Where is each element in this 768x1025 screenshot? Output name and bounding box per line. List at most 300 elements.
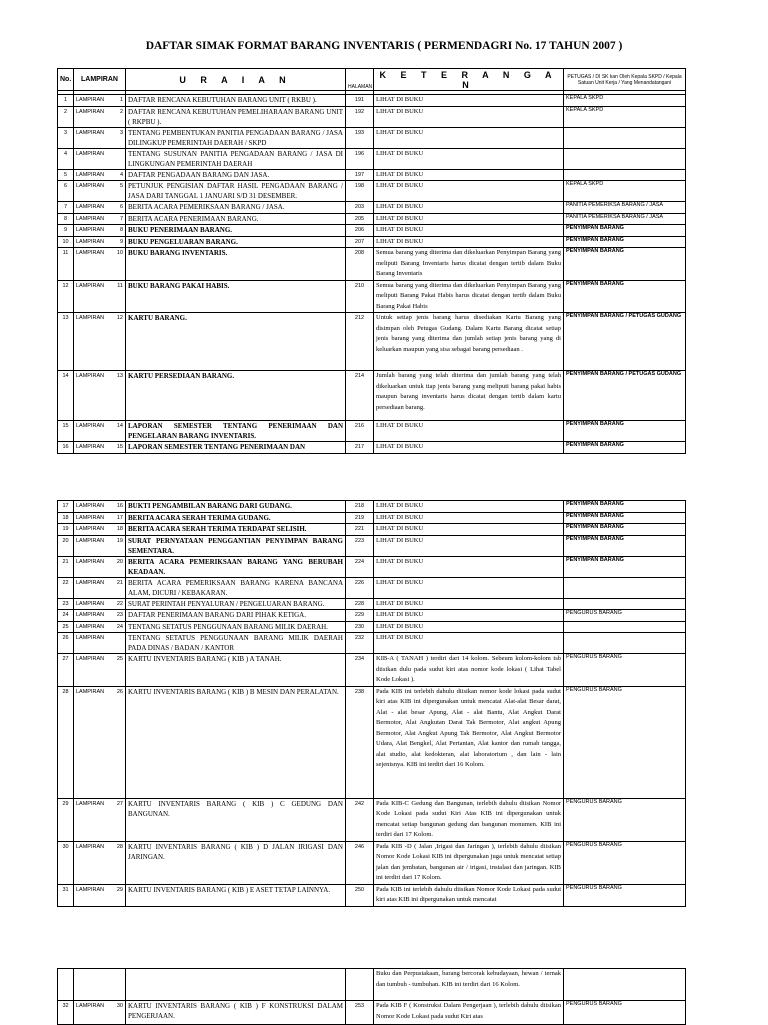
lampiran-cell bbox=[74, 598, 126, 610]
row-number: 19 bbox=[58, 524, 74, 536]
lampiran-number: 30 bbox=[116, 1003, 123, 1009]
lampiran-cell bbox=[74, 106, 126, 127]
halaman-cell: 238 bbox=[346, 686, 374, 798]
table-row bbox=[58, 884, 686, 906]
lampiran-label: LAMPIRAN bbox=[76, 514, 105, 521]
row-number: 2 bbox=[58, 106, 74, 127]
keterangan-cell: LIHAT DI BUKU bbox=[374, 598, 564, 610]
row-number: 26 bbox=[58, 633, 74, 654]
petugas-cell: PENYIMPAN BARANG bbox=[564, 421, 686, 442]
row-number: 23 bbox=[58, 598, 74, 610]
halaman-cell: 224 bbox=[346, 556, 374, 577]
lampiran-number: 4 bbox=[119, 171, 123, 178]
table-row bbox=[58, 421, 686, 442]
halaman-cell: 246 bbox=[346, 841, 374, 884]
uraian-cell: PETUNJUK PENGISIAN DAFTAR HASIL PENGADAAN BARANG / JASA DARI TANGGAL 1 JANUARI S/D 31 DESEMBER. bbox=[126, 181, 346, 202]
lampiran-number: 1 bbox=[119, 97, 123, 103]
keterangan-cell: LIHAT DI BUKU bbox=[374, 202, 564, 214]
keterangan-cell: LIHAT DI BUKU bbox=[374, 181, 564, 202]
lampiran-label: LAMPIRAN bbox=[76, 250, 105, 256]
inventory-table-part-1 bbox=[57, 68, 686, 454]
lampiran-number: 12 bbox=[116, 315, 123, 321]
petugas-cell: PENYIMPAN BARANG / PETUGAS GUDANG bbox=[564, 313, 686, 371]
lampiran-number: 8 bbox=[119, 227, 123, 233]
lampiran-label: LAMPIRAN bbox=[76, 171, 105, 178]
keterangan-cell: LIHAT DI BUKU bbox=[374, 501, 564, 513]
lampiran-number: 10 bbox=[116, 250, 123, 256]
lampiran-label: LAMPIRAN bbox=[76, 688, 105, 695]
petugas-cell: PENYIMPAN BARANG bbox=[564, 225, 686, 237]
lampiran-number: 6 bbox=[119, 204, 123, 210]
row-number: 25 bbox=[58, 621, 74, 633]
table-row bbox=[58, 181, 686, 202]
lampiran-number: 25 bbox=[116, 656, 123, 662]
table-row bbox=[58, 610, 686, 622]
table-row bbox=[58, 225, 686, 237]
keterangan-cell: LIHAT DI BUKU bbox=[374, 148, 564, 169]
petugas-cell: PANITIA PEMERIKSA BARANG / JASA bbox=[564, 202, 686, 214]
lampiran-number: 24 bbox=[116, 623, 123, 630]
lampiran-label: LAMPIRAN bbox=[76, 238, 105, 245]
lampiran-label: LAMPIRAN bbox=[76, 315, 105, 321]
petugas-cell bbox=[564, 577, 686, 598]
halaman-cell: 228 bbox=[346, 598, 374, 610]
lampiran-cell bbox=[74, 236, 126, 248]
lampiran-cell bbox=[74, 148, 126, 169]
halaman-cell: 234 bbox=[346, 654, 374, 687]
keterangan-cell: Pada KIB-C Gedung dan Bangunan, terlebih dahulu diisikan Nomor Kode Lokasi pada sudut Kiri Atas KIB ini dipergunakan untuk mencatat setiap bangunan gedung dan bangunan monumen. KIB ini terdiri dari 17 Kolom. bbox=[374, 798, 564, 841]
lampiran-label: LAMPIRAN bbox=[76, 635, 105, 641]
lampiran-label: LAMPIRAN bbox=[76, 373, 105, 379]
row-number: 3 bbox=[58, 127, 74, 148]
uraian-cell: TENTANG SUSUNAN PANITIA PENGADAAN BARANG / JASA DI LINGKUNGAN PEMERINTAH DAERAH bbox=[126, 148, 346, 169]
uraian-cell: KARTU INVENTARIS BARANG ( KIB ) A TANAH. bbox=[126, 654, 346, 687]
lampiran-cell bbox=[74, 686, 126, 798]
keterangan-cell: LIHAT DI BUKU bbox=[374, 512, 564, 524]
uraian-cell: SURAT PERINTAH PENYALURAN / PENGELUARAN BARANG. bbox=[126, 598, 346, 610]
table-row bbox=[58, 248, 686, 281]
lampiran-number: 15 bbox=[116, 444, 123, 450]
table-row bbox=[58, 798, 686, 841]
table-row bbox=[58, 577, 686, 598]
halaman-cell: 226 bbox=[346, 577, 374, 598]
petugas-cell bbox=[564, 127, 686, 148]
lampiran-number: 13 bbox=[116, 373, 123, 379]
table-row bbox=[58, 95, 686, 107]
table-row bbox=[58, 213, 686, 225]
uraian-cell: KARTU INVENTARIS BARANG ( KIB ) B MESIN DAN PERALATAN. bbox=[126, 686, 346, 798]
keterangan-cell: Pada KIB ini terlebih dahulu diisikan Nomor Kode Lokasi pada sudut kiri atas KIB ini dipergunakan untuk mencatat bbox=[374, 884, 564, 906]
lampiran-label: LAMPIRAN bbox=[76, 600, 105, 607]
lampiran-number: 5 bbox=[119, 183, 123, 189]
lampiran-cell bbox=[74, 556, 126, 577]
table-row bbox=[58, 148, 686, 169]
uraian-cell: LAPORAN SEMESTER TENTANG PENERIMAAN DAN PENGELARAN BARANG INVENTARIS. bbox=[126, 421, 346, 442]
petugas-cell: PENYIMPAN BARANG bbox=[564, 442, 686, 454]
table-row-continuation bbox=[58, 969, 686, 1001]
uraian-cell: KARTU INVENTARIS BARANG ( KIB ) D JALAN IRIGASI DAN JARINGAN. bbox=[126, 841, 346, 884]
lampiran-cell bbox=[74, 169, 126, 181]
row-number: 7 bbox=[58, 202, 74, 214]
uraian-cell: TENTANG SETATUS PENGGUNAAN BARANG MILIK DAERAH. bbox=[126, 621, 346, 633]
uraian-cell: BERITA ACARA PEMERIKSAAN BARANG / JASA. bbox=[126, 202, 346, 214]
row-number: 31 bbox=[58, 884, 74, 906]
table-row bbox=[58, 556, 686, 577]
lampiran-number: 21 bbox=[116, 579, 123, 586]
lampiran-cell bbox=[74, 535, 126, 556]
keterangan-cell: LIHAT DI BUKU bbox=[374, 127, 564, 148]
document-title: DAFTAR SIMAK FORMAT BARANG INVENTARIS ( PERMENDAGRI No. 17 TAHUN 2007 ) bbox=[145, 40, 623, 52]
table-row bbox=[58, 106, 686, 127]
table-row bbox=[58, 598, 686, 610]
halaman-cell: 219 bbox=[346, 512, 374, 524]
lampiran-cell bbox=[74, 841, 126, 884]
uraian-cell: KARTU BARANG. bbox=[126, 313, 346, 371]
table-row bbox=[58, 512, 686, 524]
uraian-cell: BUKU BARANG PAKAI HABIS. bbox=[126, 280, 346, 313]
petugas-cell: PENYIMPAN BARANG bbox=[564, 236, 686, 248]
petugas-cell: PENGURUS BARANG bbox=[564, 1001, 686, 1025]
lampiran-cell bbox=[74, 633, 126, 654]
keterangan-cell: Pada KIB ini terlebih dahulu diisikan nomor kode lokasi pada sudut kiri atas KIB ini dipergunakan untuk mencatat Alat-alat Besar darat, Alat - alat besar Apung, Alat - alat Bantu, Alat Angkut Darat Bermotor, Alat Angkutan Darat Tak Bermotor, Alat angkut Apung Bermotor, Alat Angkut Apung Tak Bermotor, Alat Angkut Bermotor Udara, Alat Bengkel, Alat Pertanian, Alat kantor dan rumah tangga, alat studio, alat kedokteran, alat laboratorium , dan lain - lain sejenisnya. KIB ini terdiri dari 16 Kolom. bbox=[374, 686, 564, 798]
keterangan-cell: Pada KIB -D ( Jalan ,Irigasi dan Jaringan ), terlebih dahulu diisikan Nomor Kode Lokasi KIB ini dipergunakan juga untuk mencatat setiap jalan dan jembatan, bangunan air / irigasi, instalasi dan jaringan. KIB ini terdiri dari 17 Kolom. bbox=[374, 841, 564, 884]
lampiran-label: LAMPIRAN bbox=[76, 843, 105, 850]
lampiran-cell bbox=[74, 501, 126, 513]
row-number: 21 bbox=[58, 556, 74, 577]
row-number: 18 bbox=[58, 512, 74, 524]
lampiran-cell bbox=[74, 371, 126, 421]
halaman-cell: 206 bbox=[346, 225, 374, 237]
table-row bbox=[58, 202, 686, 214]
petugas-cell: PENGURUS BARANG bbox=[564, 686, 686, 798]
uraian-cell: BERITA ACARA PEMERIKSAAN BARANG KARENA BANCANA ALAM, DICURI / KEBAKARAN. bbox=[126, 577, 346, 598]
petugas-cell: PENGURUS BARANG bbox=[564, 798, 686, 841]
petugas-cell bbox=[564, 148, 686, 169]
lampiran-label: LAMPIRAN bbox=[76, 444, 105, 450]
keterangan-cell: LIHAT DI BUKU bbox=[374, 225, 564, 237]
halaman-cell: 230 bbox=[346, 621, 374, 633]
lampiran-cell bbox=[74, 884, 126, 906]
petugas-cell: PENGURUS BARANG bbox=[564, 884, 686, 906]
lampiran-number: 23 bbox=[116, 612, 123, 618]
row-number: 24 bbox=[58, 610, 74, 622]
keterangan-cell: LIHAT DI BUKU bbox=[374, 236, 564, 248]
lampiran-label: LAMPIRAN bbox=[76, 503, 105, 509]
halaman-cell: 250 bbox=[346, 884, 374, 906]
lampiran-number: 11 bbox=[117, 282, 123, 289]
keterangan-cell: LIHAT DI BUKU bbox=[374, 610, 564, 622]
lampiran-number: 3 bbox=[119, 129, 123, 136]
lampiran-cell bbox=[74, 1001, 126, 1025]
halaman-cell: 193 bbox=[346, 127, 374, 148]
row-number: 27 bbox=[58, 654, 74, 687]
lampiran-label: LAMPIRAN bbox=[76, 558, 105, 565]
lampiran-number: 19 bbox=[116, 537, 123, 544]
lampiran-label: LAMPIRAN bbox=[76, 1003, 105, 1009]
keterangan-cell: Buku dan Perpustakaan, barang bercorak kebudayaan, hewan / ternak dan tumbuh - tumbuhan. KIB ini terdiri dari 16 Kolom. bbox=[374, 969, 564, 1001]
lampiran-label: LAMPIRAN bbox=[76, 227, 105, 233]
lampiran-cell bbox=[74, 225, 126, 237]
uraian-cell: BUKU BARANG INVENTARIS. bbox=[126, 248, 346, 281]
lampiran-label: LAMPIRAN bbox=[76, 656, 105, 662]
petugas-cell: PANITIA PEMERIKSA BARANG / JASA bbox=[564, 213, 686, 225]
halaman-cell: 253 bbox=[346, 1001, 374, 1025]
lampiran-cell bbox=[74, 280, 126, 313]
halaman-cell: 203 bbox=[346, 202, 374, 214]
keterangan-cell: LIHAT DI BUKU bbox=[374, 169, 564, 181]
table-row bbox=[58, 621, 686, 633]
uraian-cell: KARTU INVENTARIS BARANG ( KIB ) E ASET TETAP LAINNYA. bbox=[126, 884, 346, 906]
lampiran-cell bbox=[74, 127, 126, 148]
lampiran-number: 22 bbox=[116, 600, 123, 607]
keterangan-cell: KIB-A ( TANAH ) terdiri dari 14 kolom. Sebeum kolom-kolom tsb diisikan dulu pada sudut kiri atas nomor kode lokasi ( Lihat Tabel Kode Lokasi ). bbox=[374, 654, 564, 687]
row-number: 10 bbox=[58, 236, 74, 248]
uraian-cell: KARTU INVENTARIS BARANG ( KIB ) C GEDUNG DAN BANGUNAN. bbox=[126, 798, 346, 841]
uraian-cell: DAFTAR RENCANA KEBUTUHAN BARANG UNIT ( RKBU ). bbox=[126, 95, 346, 107]
table-row bbox=[58, 633, 686, 654]
keterangan-cell: LIHAT DI BUKU bbox=[374, 95, 564, 107]
uraian-cell: TENTANG PEMBENTUKAN PANITIA PENGADAAN BARANG / JASA DILINGKUP PEMERINTAH DAERAH / SKPD bbox=[126, 127, 346, 148]
lampiran-number: 7 bbox=[119, 215, 123, 222]
keterangan-cell: Semua barang yang diterima dan dikeluarkan Penyimpan Barang yang meliputi Barang Inventaris harus dicatat dengan tertib dalam Buku Barang Inventaris bbox=[374, 248, 564, 281]
row-number: 11 bbox=[58, 248, 74, 281]
keterangan-cell: LIHAT DI BUKU bbox=[374, 213, 564, 225]
lampiran-label: LAMPIRAN bbox=[76, 800, 105, 807]
lampiran-number: 20 bbox=[116, 558, 123, 565]
table-row bbox=[58, 524, 686, 536]
uraian-cell: DAFTAR RENCANA KEBUTUHAN PEMELIHARAAN BARANG UNIT ( RKPBU ). bbox=[126, 106, 346, 127]
table-body-1 bbox=[58, 95, 686, 454]
halaman-cell: 216 bbox=[346, 421, 374, 442]
keterangan-cell: LIHAT DI BUKU bbox=[374, 535, 564, 556]
table-row bbox=[58, 501, 686, 513]
petugas-cell: PENGURUS BARANG bbox=[564, 654, 686, 687]
halaman-cell: 229 bbox=[346, 610, 374, 622]
lampiran-number: 27 bbox=[116, 800, 123, 807]
table-body-2 bbox=[58, 501, 686, 907]
petugas-cell: PENYIMPAN BARANG / PETUGAS GUDANG bbox=[564, 371, 686, 421]
halaman-cell: 218 bbox=[346, 501, 374, 513]
petugas-cell: PENYIMPAN BARANG bbox=[564, 280, 686, 313]
petugas-cell: PENYIMPAN BARANG bbox=[564, 248, 686, 281]
lampiran-number: 18 bbox=[116, 526, 123, 532]
halaman-cell: 223 bbox=[346, 535, 374, 556]
uraian-cell: SURAT PERNYATAAN PENGGANTIAN PENYIMPAN BARANG SEMENTARA. bbox=[126, 535, 346, 556]
petugas-cell: KEPALA SKPD bbox=[564, 95, 686, 107]
lampiran-cell bbox=[74, 654, 126, 687]
petugas-cell: PENGURUS BARANG bbox=[564, 841, 686, 884]
lampiran-label: LAMPIRAN bbox=[76, 204, 105, 210]
halaman-cell: 214 bbox=[346, 371, 374, 421]
row-number: 20 bbox=[58, 535, 74, 556]
table-row bbox=[58, 442, 686, 454]
row-number: 5 bbox=[58, 169, 74, 181]
lampiran-cell bbox=[74, 512, 126, 524]
lampiran-number: 16 bbox=[116, 503, 123, 509]
halaman-cell: 205 bbox=[346, 213, 374, 225]
lampiran-label: LAMPIRAN bbox=[76, 612, 105, 618]
keterangan-cell: LIHAT DI BUKU bbox=[374, 524, 564, 536]
lampiran-number: 2 bbox=[119, 108, 123, 115]
inventory-table-part-2 bbox=[57, 500, 686, 907]
petugas-cell: PENYIMPAN BARANG bbox=[564, 524, 686, 536]
table-row bbox=[58, 169, 686, 181]
inventory-table-part-3 bbox=[57, 968, 686, 1025]
uraian-cell: DAFTAR PENERIMAAN BARANG DARI PIHAK KETIGA. bbox=[126, 610, 346, 622]
lampiran-cell bbox=[74, 798, 126, 841]
petugas-cell: PENYIMPAN BARANG bbox=[564, 501, 686, 513]
table-row bbox=[58, 280, 686, 313]
halaman-cell: 196 bbox=[346, 148, 374, 169]
halaman-cell: 232 bbox=[346, 633, 374, 654]
halaman-cell: 221 bbox=[346, 524, 374, 536]
table-row bbox=[58, 371, 686, 421]
row-number: 6 bbox=[58, 181, 74, 202]
row-number: 28 bbox=[58, 686, 74, 798]
lampiran-cell bbox=[74, 248, 126, 281]
lampiran-label: LAMPIRAN bbox=[76, 537, 105, 544]
row-number: 9 bbox=[58, 225, 74, 237]
header-lampiran: LAMPIRAN bbox=[74, 69, 126, 91]
uraian-cell: BERITA ACARA PEMERIKSAAN BARANG YANG BERUBAH KEADAAN. bbox=[126, 556, 346, 577]
uraian-cell: KARTU PERSEDIAAN BARANG. bbox=[126, 371, 346, 421]
petugas-cell bbox=[564, 169, 686, 181]
lampiran-label: LAMPIRAN bbox=[76, 183, 105, 189]
row-number: 12 bbox=[58, 280, 74, 313]
keterangan-cell: LIHAT DI BUKU bbox=[374, 421, 564, 442]
header-no: No. bbox=[58, 69, 74, 91]
lampiran-cell bbox=[74, 524, 126, 536]
lampiran-number: 14 bbox=[116, 423, 123, 429]
petugas-cell: KEPALA SKPD bbox=[564, 181, 686, 202]
uraian-cell: BERITA ACARA SERAH TERIMA GUDANG. bbox=[126, 512, 346, 524]
keterangan-cell: Untuk setiap jenis barang harus disediakan Kartu Barang yang disimpan oleh Petugas Gudang. Dalam Kartu Barang dicatat setiap jenis barang yang diterima dan jumlah setiap jenis barang yang di keluarkan maupun yang sisa sebagai barang persediaan . bbox=[374, 313, 564, 371]
row-number: 1 bbox=[58, 95, 74, 107]
lampiran-label: LAMPIRAN bbox=[76, 97, 105, 103]
keterangan-cell: Pada KIB F ( Konstruksi Dalam Pengerjaan ), terlebih dahulu diisikan Nomor Kode Lokasi pada sudut Kiri atas bbox=[374, 1001, 564, 1025]
header-halaman: HALAMAN bbox=[346, 69, 374, 91]
table-row bbox=[58, 1001, 686, 1025]
lampiran-label: LAMPIRAN bbox=[76, 150, 105, 157]
table-row bbox=[58, 535, 686, 556]
keterangan-cell: LIHAT DI BUKU bbox=[374, 106, 564, 127]
table-body-3 bbox=[58, 969, 686, 1025]
lampiran-cell bbox=[74, 621, 126, 633]
halaman-cell: 208 bbox=[346, 248, 374, 281]
table-row bbox=[58, 654, 686, 687]
lampiran-label: LAMPIRAN bbox=[76, 129, 105, 136]
row-number: 32 bbox=[58, 1001, 74, 1025]
lampiran-number: 17 bbox=[116, 514, 123, 521]
keterangan-cell: LIHAT DI BUKU bbox=[374, 633, 564, 654]
uraian-cell: BUKTI PENGAMBILAN BARANG DARI GUDANG. bbox=[126, 501, 346, 513]
petugas-cell: PENYIMPAN BARANG bbox=[564, 535, 686, 556]
lampiran-cell bbox=[74, 442, 126, 454]
lampiran-cell bbox=[74, 95, 126, 107]
lampiran-cell bbox=[74, 421, 126, 442]
petugas-cell bbox=[564, 633, 686, 654]
uraian-cell: TENTANG SETATUS PENGGUNAAN BARANG MILIK DAERAH PADA DINAS / BADAN / KANTOR bbox=[126, 633, 346, 654]
lampiran-label: LAMPIRAN bbox=[76, 886, 105, 893]
lampiran-cell bbox=[74, 213, 126, 225]
petugas-cell: KEPALA SKPD bbox=[564, 106, 686, 127]
uraian-cell: LAPORAN SEMESTER TENTANG PENERIMAAN DAN bbox=[126, 442, 346, 454]
lampiran-number: 9 bbox=[119, 238, 123, 245]
lampiran-label: LAMPIRAN bbox=[76, 526, 105, 532]
keterangan-cell: LIHAT DI BUKU bbox=[374, 442, 564, 454]
halaman-cell: 217 bbox=[346, 442, 374, 454]
lampiran-label: LAMPIRAN bbox=[76, 282, 105, 289]
halaman-cell: 210 bbox=[346, 280, 374, 313]
row-number: 13 bbox=[58, 313, 74, 371]
halaman-cell: 197 bbox=[346, 169, 374, 181]
keterangan-cell: LIHAT DI BUKU bbox=[374, 621, 564, 633]
halaman-cell: 191 bbox=[346, 95, 374, 107]
halaman-cell: 212 bbox=[346, 313, 374, 371]
row-number: 29 bbox=[58, 798, 74, 841]
petugas-cell: PENGURUS BARANG bbox=[564, 610, 686, 622]
lampiran-cell bbox=[74, 610, 126, 622]
lampiran-label: LAMPIRAN bbox=[76, 623, 105, 630]
table-row bbox=[58, 127, 686, 148]
row-number: 16 bbox=[58, 442, 74, 454]
halaman-cell: 207 bbox=[346, 236, 374, 248]
table-row bbox=[58, 686, 686, 798]
keterangan-cell: Jumlah barang yang telah diterima dan jumlah barang yang telah dikeluarkan untuk tiap jenis barang yang meliputi barang pakai habis maupun barang inventaris harus dicatat dengan tertib dalam kartu persediaan barang. bbox=[374, 371, 564, 421]
lampiran-number: 29 bbox=[116, 886, 123, 893]
lampiran-cell bbox=[74, 202, 126, 214]
table-row bbox=[58, 313, 686, 371]
petugas-cell bbox=[564, 598, 686, 610]
keterangan-cell: LIHAT DI BUKU bbox=[374, 577, 564, 598]
row-number: 17 bbox=[58, 501, 74, 513]
row-number: 15 bbox=[58, 421, 74, 442]
keterangan-cell: LIHAT DI BUKU bbox=[374, 556, 564, 577]
lampiran-cell bbox=[74, 313, 126, 371]
petugas-cell: PENYIMPAN BARANG bbox=[564, 556, 686, 577]
petugas-cell bbox=[564, 621, 686, 633]
lampiran-label: LAMPIRAN bbox=[76, 579, 105, 586]
uraian-cell: BUKU PENERIMAAN BARANG. bbox=[126, 225, 346, 237]
table-row bbox=[58, 236, 686, 248]
uraian-cell: BERITA ACARA SERAH TERIMA TERDAPAT SELISIH. bbox=[126, 524, 346, 536]
uraian-cell: KARTU INVENTARIS BARANG ( KIB ) F KONSTRUKSI DALAM PENGERJAAN. bbox=[126, 1001, 346, 1025]
header-keterangan: K E T E R A N G A N bbox=[374, 69, 564, 91]
table-row bbox=[58, 841, 686, 884]
keterangan-cell: Semua barang yang diterima dan dikeluarkan Penyimpan Barang yang meliputi Barang Pakai Habis harus dicatat dengan tertib dalam Buku Barang Pakai Habis bbox=[374, 280, 564, 313]
uraian-cell: BERITA ACARA PENERIMAAN BARANG. bbox=[126, 213, 346, 225]
halaman-cell: 192 bbox=[346, 106, 374, 127]
lampiran-number: 28 bbox=[116, 843, 123, 850]
lampiran-label: LAMPIRAN bbox=[76, 423, 105, 429]
row-number: 22 bbox=[58, 577, 74, 598]
halaman-cell: 198 bbox=[346, 181, 374, 202]
row-number: 4 bbox=[58, 148, 74, 169]
lampiran-label: LAMPIRAN bbox=[76, 108, 105, 115]
lampiran-number: 26 bbox=[116, 688, 123, 695]
row-number: 30 bbox=[58, 841, 74, 884]
lampiran-cell bbox=[74, 577, 126, 598]
row-number: 8 bbox=[58, 213, 74, 225]
header-uraian: U R A I A N bbox=[126, 69, 346, 91]
lampiran-label: LAMPIRAN bbox=[76, 215, 105, 222]
uraian-cell: DAFTAR PENGADAAN BARANG DAN JASA. bbox=[126, 169, 346, 181]
header-petugas: PETUGAS / DI SK kan Oleh Kepala SKPD / Kepala Satuan Unit Kerja / Yang Menandatangani bbox=[564, 69, 686, 91]
lampiran-cell bbox=[74, 181, 126, 202]
uraian-cell: BUKU PENGELUARAN BARANG. bbox=[126, 236, 346, 248]
halaman-cell: 242 bbox=[346, 798, 374, 841]
row-number: 14 bbox=[58, 371, 74, 421]
